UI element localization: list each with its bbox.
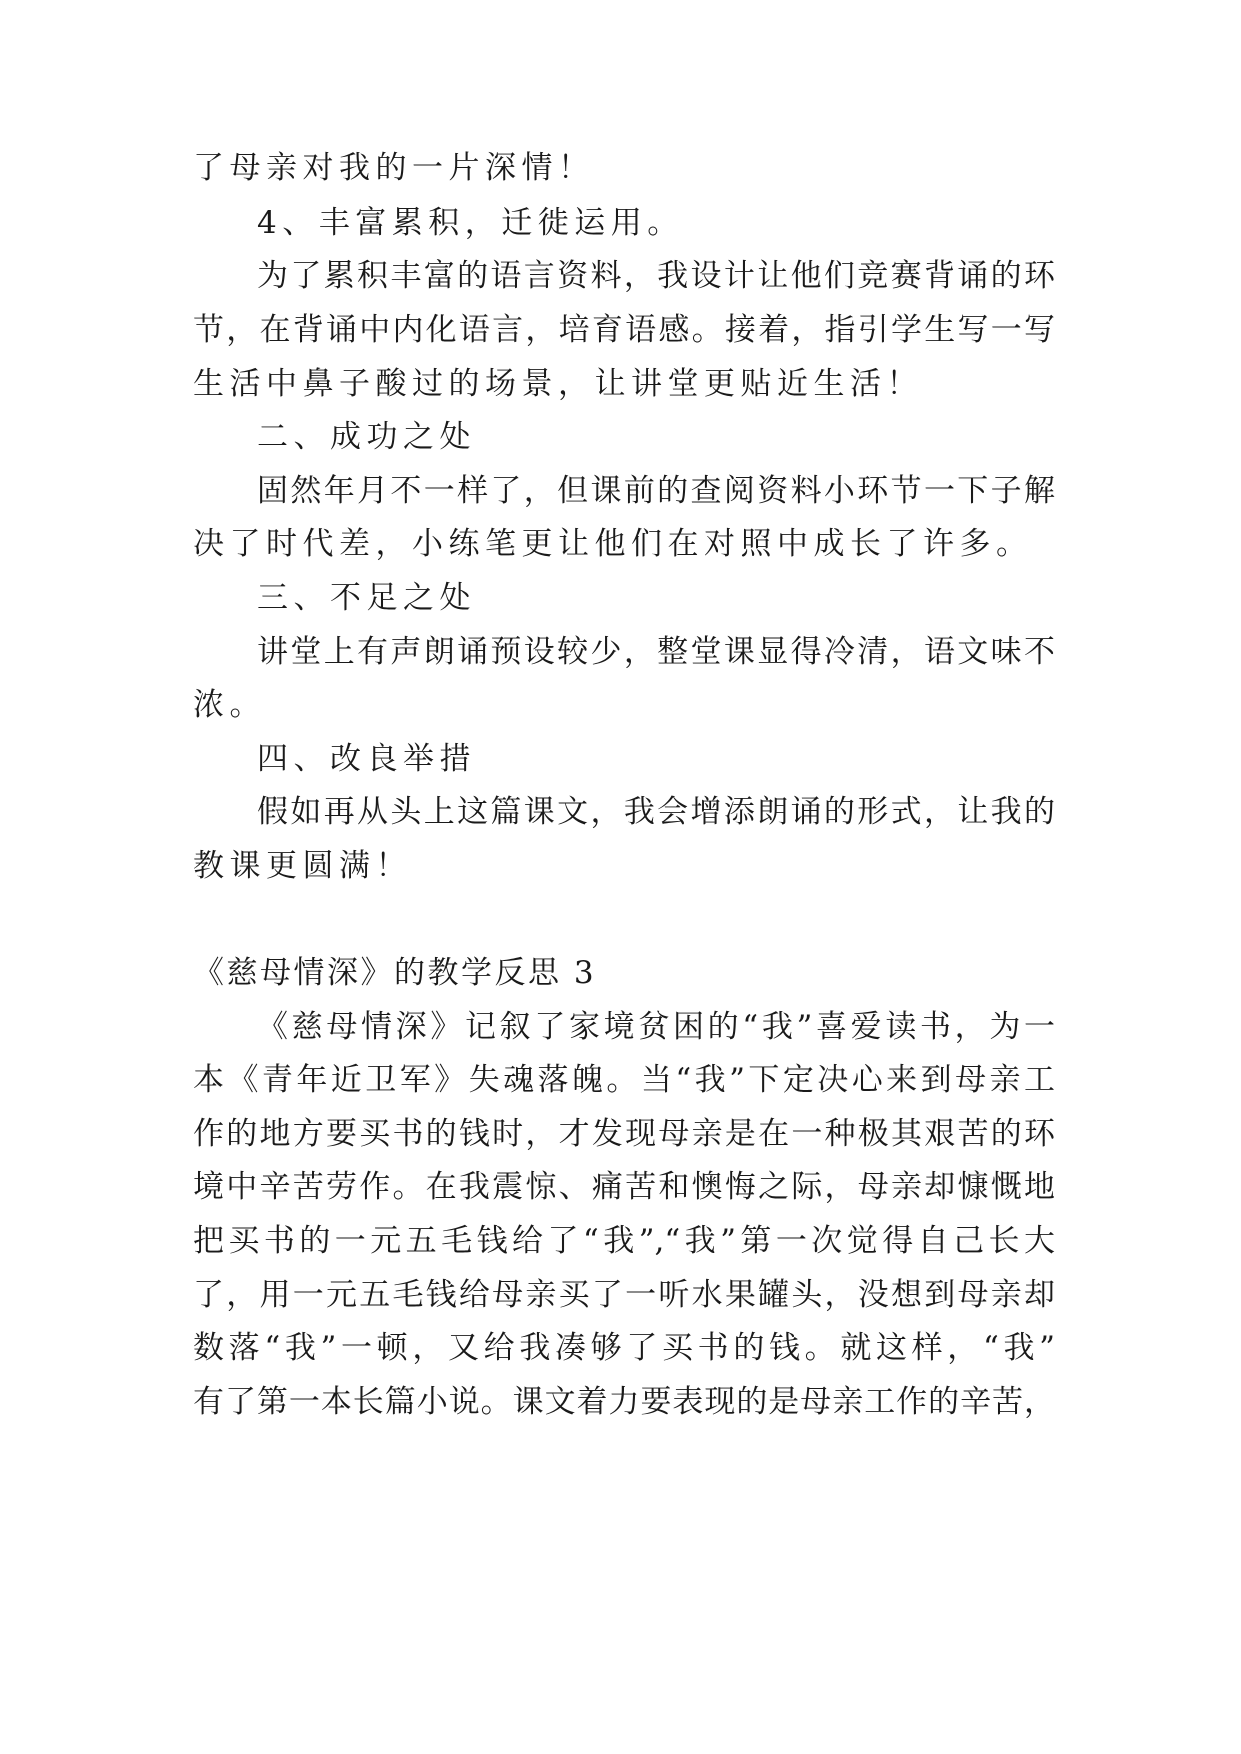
paragraph-line: 了母亲对我的一片深情！ [193, 150, 595, 186]
paragraph-line: 作的地方要买书的钱时，才发现母亲是在一种极其艰苦的环 [193, 1116, 1055, 1152]
paragraph-line: 数落“我”一顿，又给我凑够了买书的钱。就这样，“我” [193, 1330, 1055, 1366]
article-title: 《慈母情深》的教学反思 3 [193, 955, 597, 991]
list-item-heading: 4、丰富累积，迁徙运用。 [257, 205, 684, 241]
paragraph-line: 本《青年近卫军》失魂落魄。当“我”下定决心来到母亲工 [193, 1062, 1055, 1098]
paragraph-line: 固然年月不一样了，但课前的查阅资料小环节一下子解 [257, 473, 1055, 509]
paragraph-line: 把买书的一元五毛钱给了“我”,“我”第一次觉得自己长大 [193, 1223, 1055, 1259]
paragraph-line: 教课更圆满！ [193, 848, 412, 884]
section-heading: 三、不足之处 [257, 580, 476, 616]
paragraph-line: 决了时代差，小练笔更让他们在对照中成长了许多。 [193, 526, 1033, 562]
paragraph-line: 讲堂上有声朗诵预设较少，整堂课显得冷清，语文味不 [257, 634, 1055, 670]
paragraph-line: 节，在背诵中内化语言，培育语感。接着，指引学生写一写 [193, 312, 1055, 348]
paragraph-line: 了，用一元五毛钱给母亲买了一听水果罐头，没想到母亲却 [193, 1277, 1055, 1313]
paragraph-line: 境中辛苦劳作。在我震惊、痛苦和懊悔之际，母亲却慷慨地 [193, 1169, 1055, 1205]
paragraph-line: 为了累积丰富的语言资料，我设计让他们竞赛背诵的环 [257, 258, 1055, 294]
paragraph-line: 假如再从头上这篇课文，我会增添朗诵的形式，让我的 [257, 794, 1055, 830]
paragraph-line: 有了第一本长篇小说。课文着力要表现的是母亲工作的辛苦， [193, 1384, 1055, 1420]
paragraph-line: 生活中鼻子酸过的场景，让讲堂更贴近生活！ [193, 366, 923, 402]
paragraph-line: 浓。 [193, 687, 266, 723]
section-heading: 二、成功之处 [257, 419, 476, 455]
paragraph-line: 《慈母情深》记叙了家境贫困的“我”喜爱读书，为一 [257, 1009, 1055, 1045]
section-heading: 四、改良举措 [257, 741, 476, 777]
